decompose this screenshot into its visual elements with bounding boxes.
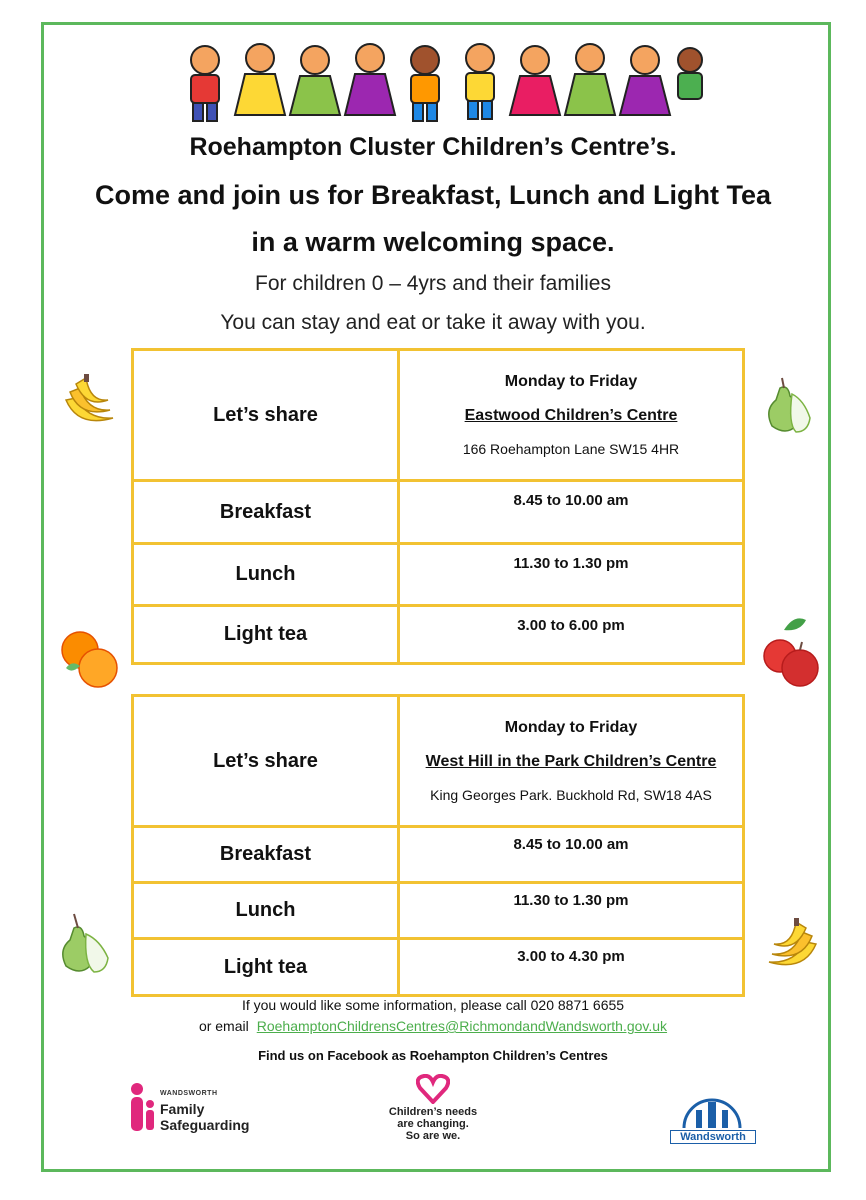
heading-centre-name: Roehampton Cluster Children’s Centre’s. [189,133,677,161]
schedule-table-eastwood [131,348,745,665]
centre-info-cell [399,696,744,827]
child-figure [678,48,702,99]
meal-label: Light tea [133,939,399,996]
family-logo-small-text: WANDSWORTH [160,1090,218,1097]
subtitle-takeaway: You can stay and eat or take it away with you. [220,311,646,334]
email-link[interactable]: RoehamptonChildrensCentres@RichmondandWandsworth.gov.uk [256,1018,668,1034]
schedule-table-west-hill [131,694,745,997]
meal-time: 11.30 to 1.30 pm [399,544,744,606]
days-label: Monday to Friday [504,373,638,390]
child-figure [290,46,340,115]
bananas-icon [58,370,118,432]
meal-time: 3.00 to 6.00 pm [399,606,744,664]
family-figure-icon [128,1082,156,1134]
family-safeguarding-logo [128,1082,258,1137]
heart-icon [416,1074,450,1104]
child-figure [235,44,285,115]
child-figure [620,46,670,115]
meal-label: Lunch [133,544,399,606]
centre-name: West Hill in the Park Children’s Centre [425,753,717,770]
meal-label: Breakfast [133,827,399,883]
share-label: Let’s share [133,350,399,481]
child-figure [411,46,439,121]
centre-info-cell [399,350,744,481]
subtitle-age-range: For children 0 – 4yrs and their families [255,272,611,295]
wandsworth-logo [670,1088,754,1146]
heading-welcome: in a warm welcoming space. [251,227,615,257]
pear-icon [54,912,116,976]
centre-address: 166 Roehampton Lane SW15 4HR [462,441,680,457]
email-prefix: or email [198,1018,249,1034]
child-figure [510,46,560,115]
family-logo-line2: Safeguarding [160,1117,250,1133]
childrens-needs-line3: So are we. [405,1130,461,1142]
meal-time: 8.45 to 10.00 am [399,481,744,544]
apples-icon [760,612,822,694]
centre-name: Eastwood Children’s Centre [464,407,678,424]
oranges-icon [58,628,120,690]
email-line [0,1018,866,1034]
child-figure [565,44,615,115]
crest-icon [678,1088,746,1130]
meal-time: 8.45 to 10.00 am [399,827,744,883]
childrens-needs-line1: Children’s needs [388,1106,478,1118]
meal-label: Light tea [133,606,399,664]
share-label: Let’s share [133,696,399,827]
meal-label: Lunch [133,883,399,939]
centre-address: King Georges Park. Buckhold Rd, SW18 4AS [430,787,712,803]
heading-invitation: Come and join us for Breakfast, Lunch and Light Tea [94,180,772,210]
wandsworth-logo-text: Wandsworth [670,1130,756,1144]
days-label: Monday to Friday [504,719,638,736]
child-figure [345,44,395,115]
bananas-icon [764,914,824,976]
facebook-text: Find us on Facebook as Roehampton Children’s Centres [258,1048,608,1063]
family-logo-line1: Family [160,1101,205,1117]
childrens-needs-line2: are changing. [397,1118,469,1130]
dancing-children-illustration [175,30,705,130]
meal-time: 11.30 to 1.30 pm [399,883,744,939]
child-figure [191,46,219,121]
info-phone-text: If you would like some information, please call 020 8871 6655 [241,997,625,1013]
meal-label: Breakfast [133,481,399,544]
childrens-needs-logo [378,1074,488,1144]
meal-time: 3.00 to 4.30 pm [399,939,744,996]
pear-icon [758,374,818,436]
child-figure [466,44,494,119]
